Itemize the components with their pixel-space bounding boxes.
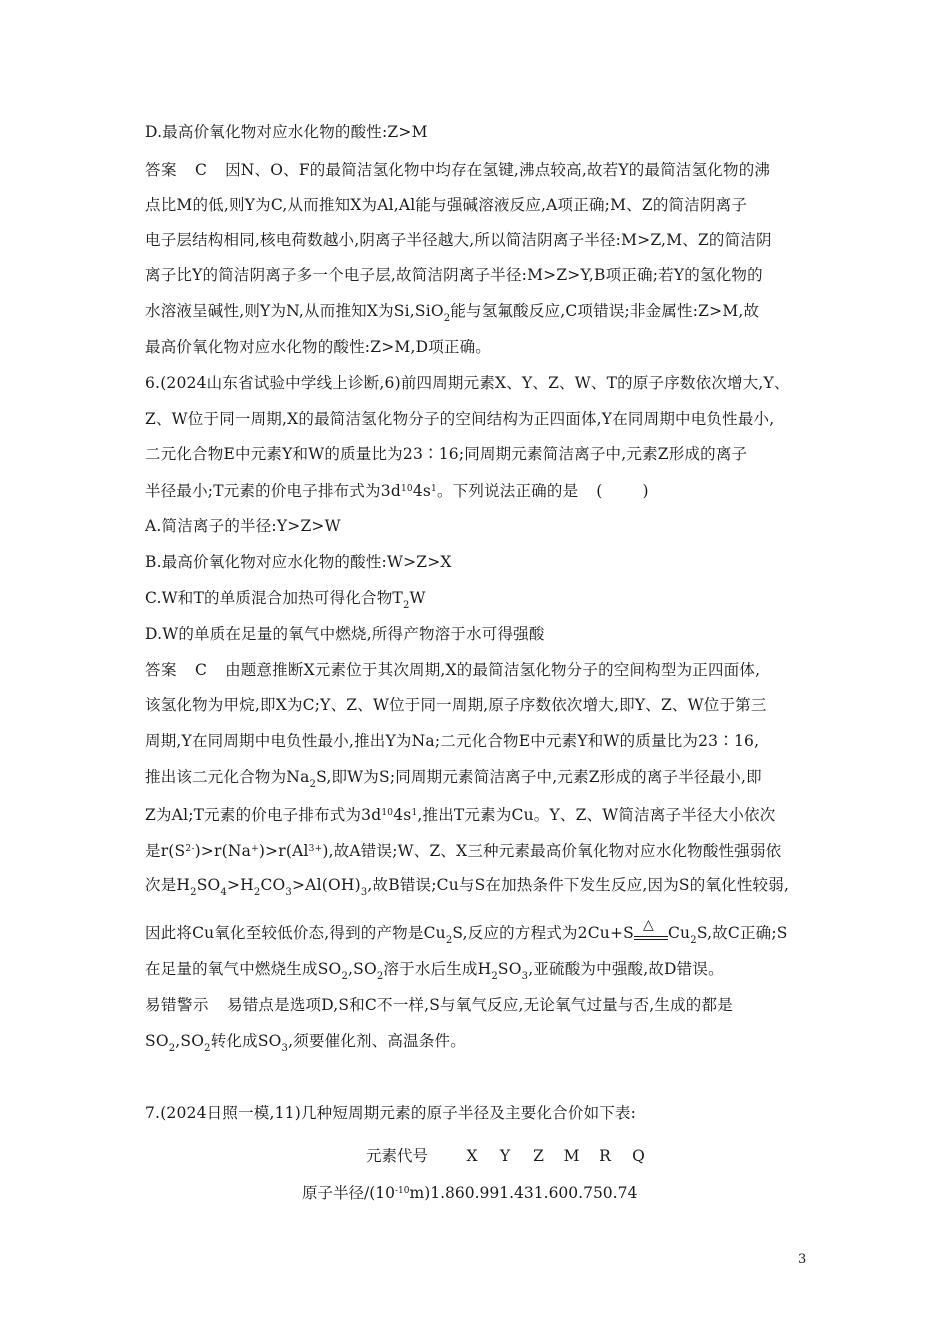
text-segment: 溶于水后生成H	[383, 960, 492, 978]
answer-choice: C	[195, 661, 208, 679]
text-segment: ,SO	[175, 1032, 205, 1050]
text-segment: S,即W为S;同周期元素简洁离子中,元素Z形成的离子半径最小,即	[316, 768, 762, 786]
text-segment: ,故B错误;Cu与S在加热条件下发生反应,因为S的氧化性较弱,	[367, 876, 790, 894]
superscript: 10	[400, 484, 413, 494]
superscript: 10	[381, 808, 394, 818]
superscript: +	[251, 844, 259, 854]
answer-label: 答案	[145, 161, 178, 179]
text-segment: 水溶液呈碱性,则Y为N,从而推知X为Si,SiO	[145, 302, 444, 320]
table-row-label: m)	[409, 1184, 431, 1202]
text-segment: ,推出T元素为Cu。Y、Z、W简洁离子半径大小依次	[417, 806, 776, 824]
subscript: 2	[309, 779, 317, 790]
table-row-label: 原子半径/(10	[302, 1184, 395, 1202]
answer-q6-line-8	[145, 917, 810, 952]
table-row-values: 1.860.991.431.600.750.74	[430, 1184, 638, 1202]
error-warning-text: 易错点是选项D,S和C不一样,S与氧气反应,无论氧气过量与否,生成的都是	[227, 996, 733, 1014]
text-segment: C.W和T的单质混合加热可得化合物T	[145, 589, 403, 607]
answer-paren-left: (	[596, 482, 603, 500]
option-a-q6: A.简洁离子的半径:Y>Z>W	[145, 517, 341, 535]
answer-q6-line-7	[145, 874, 810, 904]
subscript: 2	[190, 887, 197, 898]
page-number: 3	[798, 1252, 807, 1267]
question-6-line-4	[145, 478, 810, 502]
text-segment: 次是H	[145, 876, 191, 894]
superscript: 3+	[308, 844, 323, 854]
answer-q5-line-5	[145, 300, 810, 330]
answer-paren-right: )	[642, 482, 649, 500]
answer-q5-line-1	[145, 159, 810, 181]
text-segment: CO	[260, 876, 286, 894]
text-segment: SO	[196, 876, 221, 894]
answer-q6-line-9	[145, 958, 810, 988]
answer-q6-line-2: 该氢化物为甲烷,即X为C;Y、Z、W位于同一周期,原子序数依次增大,即Y、Z、W位于第三	[145, 696, 767, 714]
answer-q6-line-1	[145, 659, 810, 681]
table-header-cell: Y	[499, 1147, 511, 1165]
answer-q5-line-4: 离子比Y的简洁阴离子多一个电子层,故简洁阴离子半径:M>Z>Y,B项正确;若Y的氢化物的	[145, 266, 763, 284]
subscript: 4	[220, 887, 227, 898]
subscript: 2	[168, 1043, 176, 1054]
text-segment: ,SO	[348, 960, 377, 978]
table-header-label: 元素代号	[366, 1147, 429, 1165]
subscript: 3	[285, 887, 292, 898]
text-segment: 是r(S	[145, 842, 186, 860]
superscript: 1	[411, 808, 418, 818]
text-segment: SO	[497, 960, 522, 978]
subscript: 3	[281, 1043, 289, 1054]
text-segment: 能与氢氟酸反应,C项错误;非金属性:Z>M,故	[450, 302, 760, 320]
answer-q6-line-3: 周期,Y在同周期中电负性最小,推出Y为Na;二元化合物E中元素Y和W的质量比为23∶16,	[145, 732, 760, 750]
superscript: -10	[395, 1186, 410, 1196]
table-header-cell: M	[563, 1147, 580, 1165]
text-segment: 在足量的氧气中燃烧生成SO	[145, 960, 342, 978]
subscript: 2	[204, 1043, 211, 1054]
option-c-q6	[145, 587, 810, 617]
text-segment: 转化成SO	[210, 1032, 282, 1050]
answer-q5-line-3: 电子层结构相同,核电荷数越小,阴离子半径越大,所以简洁阴离子半径:M>Z,M、Z的简洁阴	[145, 231, 772, 249]
text-segment: SO	[145, 1032, 169, 1050]
option-d-q5: D.最高价氧化物对应水化物的酸性:Z>M	[145, 123, 428, 141]
text-segment: >H	[226, 876, 254, 894]
answer-q5-line-6: 最高价氧化物对应水化物的酸性:Z>M,D项正确。	[145, 338, 492, 356]
answer-text: 因N、O、F的最简洁氢化物中均存在氢键,沸点较高,故若Y的最简洁氢化物的沸	[225, 161, 771, 179]
subscript: 2	[376, 971, 384, 982]
option-b-q6: B.最高价氧化物对应水化物的酸性:W>Z>X	[145, 553, 452, 571]
subscript: 2	[341, 971, 348, 982]
text-segment: ),故A错误;W、Z、X三种元素最高价氧化物对应水化物酸性强弱依	[322, 842, 782, 860]
text-segment: Z为Al;T元素的价电子排布式为3d	[145, 806, 382, 824]
superscript: 2-	[185, 844, 195, 854]
subscript: 2	[443, 313, 451, 324]
table-header-cell: Z	[533, 1147, 544, 1165]
question-6-line-3: 二元化合物E中元素Y和W的质量比为23∶16;同周期元素简洁离子中,元素Z形成的离子	[145, 445, 748, 463]
subscript: 2	[402, 600, 410, 611]
question-6-line-1: 6.(2024山东省试验中学线上诊断,6)前四周期元素X、Y、Z、W、T的原子序数依次增大,Y、	[145, 374, 790, 392]
question-6-line-2: Z、W位于同一周期,X的最简洁氢化物分子的空间结构为正四面体,Y在同周期中电负性最小,	[145, 410, 775, 428]
option-d-q6: D.W的单质在足量的氧气中燃烧,所得产物溶于水可得强酸	[145, 625, 545, 643]
text-segment: )>r(Al	[258, 842, 309, 860]
superscript: 1	[431, 484, 437, 494]
subscript: 2	[690, 935, 697, 946]
table-header-cell: Q	[632, 1147, 645, 1165]
text-segment: Cu	[668, 924, 691, 942]
text-segment: 推出该二元化合物为Na	[145, 768, 310, 786]
text-segment: 4s	[393, 806, 412, 824]
heating-condition-sign	[634, 917, 668, 952]
answer-q6-line-6	[145, 838, 810, 862]
question-7-line-1: 7.(2024日照一模,11)几种短周期元素的原子半径及主要化合价如下表:	[145, 1104, 637, 1122]
table-header-row	[366, 1144, 655, 1166]
text-segment: 因此将Cu氧化至较低价态,得到的产物是Cu	[145, 924, 446, 942]
answer-q5-line-2: 点比M的低,则Y为C,从而推知X为Al,Al能与强碱溶液反应,A项正确;M、Z的简洁阴离子	[145, 196, 748, 214]
table-row	[302, 1181, 637, 1203]
table-header-cell: X	[466, 1147, 478, 1165]
answer-choice: C	[195, 161, 208, 179]
delta-icon: △	[643, 917, 654, 933]
answer-q6-line-4	[145, 766, 810, 796]
subscript: 2	[491, 971, 498, 982]
text-segment: 半径最小;T元素的价电子排布式为3d	[145, 482, 401, 500]
text-segment: 4s	[412, 482, 432, 500]
subscript: 3	[521, 971, 529, 982]
error-warning-label: 易错警示	[145, 996, 210, 1014]
subscript: 3	[360, 887, 368, 898]
answer-label: 答案	[145, 661, 178, 679]
text-segment: )>r(Na	[194, 842, 252, 860]
error-warning-line-1	[145, 994, 810, 1016]
text-segment: ,须要催化剂、高温条件。	[288, 1032, 466, 1050]
text-segment: >Al(OH)	[291, 876, 361, 894]
answer-q6-line-5	[145, 802, 810, 826]
table-header-cell: R	[599, 1147, 611, 1165]
text-segment: W	[409, 589, 426, 607]
text-segment: 。下列说法正确的是	[436, 482, 579, 500]
subscript: 2	[253, 887, 261, 898]
error-warning-line-2	[145, 1030, 810, 1060]
text-segment: S,故C正确;S	[696, 924, 788, 942]
subscript: 2	[445, 935, 453, 946]
text-segment: ,亚硫酸为中强酸,故D错误。	[528, 960, 724, 978]
answer-text: 由题意推断X元素位于其次周期,X的最简洁氢化物分子的空间构型为正四面体,	[225, 661, 761, 679]
text-segment: S,反应的方程式为2Cu+S	[452, 924, 634, 942]
